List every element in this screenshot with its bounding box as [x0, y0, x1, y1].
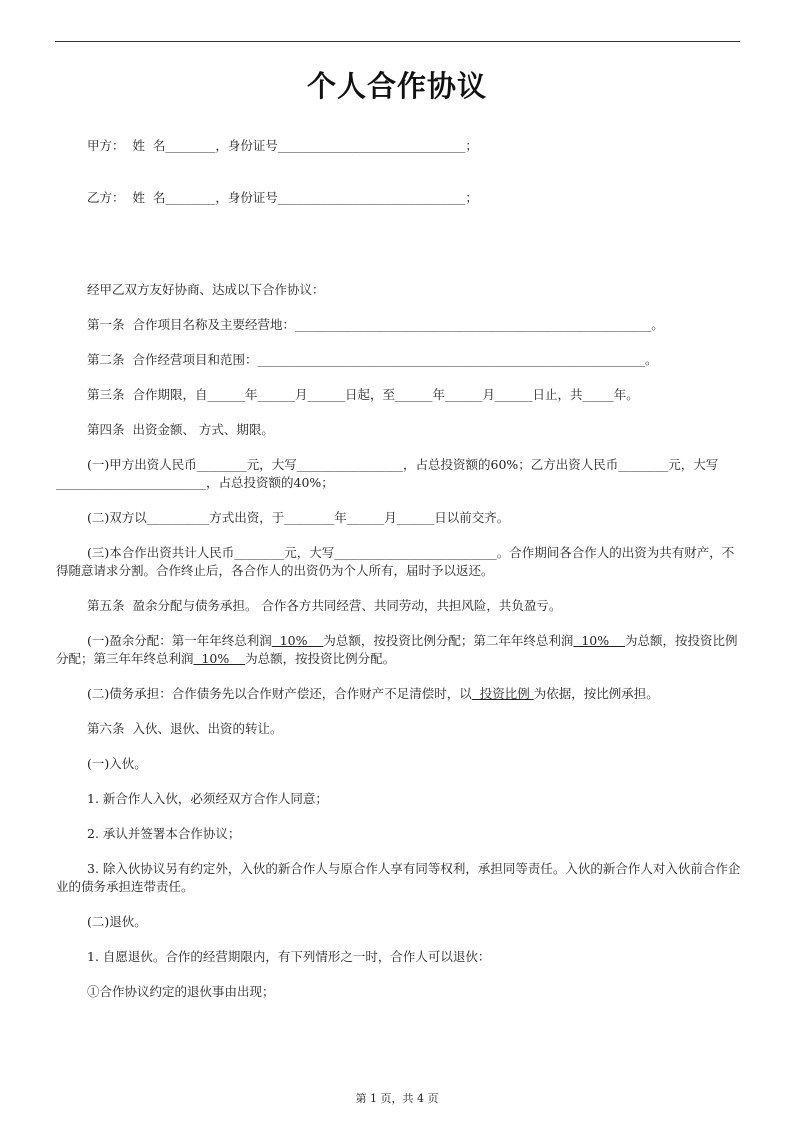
paragraph-text: (一)入伙。: [87, 756, 147, 771]
paragraph: [56, 316, 742, 334]
paragraph: [56, 351, 742, 369]
paragraph-text: 第五条 盈余分配与债务承担。 合作各方共同经营、共同劳动，共担风险，共负盈亏。: [87, 598, 562, 613]
paragraph: [56, 685, 742, 703]
paragraph: [56, 825, 742, 843]
paragraph-text: 为总额，按投资比例分配；第三年年终总利润: [56, 633, 738, 666]
paragraph-text: 第四条 出资金额、 方式、期限。: [87, 422, 274, 437]
filled-blank: 10%: [271, 633, 324, 648]
header-rule: [55, 41, 740, 42]
paragraph: [56, 544, 742, 580]
filled-blank: 10%: [573, 633, 626, 648]
paragraph: [56, 948, 742, 966]
paragraph: [56, 913, 742, 931]
paragraph: [56, 983, 742, 1001]
paragraph-text: 第二条 合作经营项目和范围：______________________________________________________________。: [87, 352, 658, 367]
paragraph-text: (二)债务承担：合作债务先以合作财产偿还，合作财产不足清偿时，以: [87, 686, 472, 701]
paragraph-text: (一)甲方出资人民币________元，大写_________________，占总投资额的60%；乙方出资人民币________元，大写________________________，占总投资额的40%；: [56, 457, 719, 490]
paragraph: [56, 755, 742, 773]
paragraph: [56, 597, 742, 615]
paragraph: [56, 632, 742, 668]
paragraph-text: 第一条 合作项目名称及主要经营地：_________________________________________________________。: [87, 317, 664, 332]
paragraph-text: 乙方： 姓 名________，身份证号______________________________；: [87, 190, 478, 205]
page-footer: 第 1 页，共 4 页: [355, 1092, 439, 1105]
paragraph: [56, 509, 742, 527]
paragraph-text: 第六条 入伙、退伙、出资的转让。: [87, 721, 283, 736]
paragraph-text: (二)退伙。: [87, 914, 147, 929]
paragraph-text: 经甲乙双方友好协商、达成以下合作协议：: [87, 282, 325, 297]
paragraph: [56, 421, 742, 439]
filled-blank: 10%: [193, 651, 246, 666]
paragraph: [56, 137, 742, 155]
paragraph-text: 甲方： 姓 名________，身份证号______________________________；: [87, 138, 478, 153]
paragraph-text: 为总额，按投资比例分配；第二年年终总利润: [323, 633, 574, 648]
paragraph-text: 第三条 合作期限，自______年______月______日起，至______年______月______日止，共_____年。: [87, 387, 639, 402]
paragraph-text: (三)本合作出资共计人民币________元，大写__________________________。合作期间各合作人的出资为共有财产，不得随意请求分割。合作终止后，各合作人的出资仍为个人所有，届时予以返还。: [56, 545, 735, 578]
paragraph-text: 3. 除入伙协议另有约定外，入伙的新合作人与原合作人享有同等权利，承担同等责任。入伙的新合作人对入伙前合作企业的债务承担连带责任。: [56, 861, 741, 894]
paragraph-text: (二)双方以__________方式出资，于________年______月______日以前交齐。: [87, 510, 510, 525]
paragraph: [56, 790, 742, 808]
document-body: [56, 137, 742, 1018]
paragraph-text: ①合作协议约定的退伙事由出现；: [87, 984, 275, 999]
paragraph-text: 为依据，按比例承担。: [533, 686, 659, 701]
paragraph-text: 1. 自愿退伙。合作的经营期限内，有下列情形之一时，合作人可以退伙：: [87, 949, 491, 964]
paragraph: [56, 456, 742, 492]
paragraph: [56, 281, 742, 299]
document-title: 个人合作协议: [306, 69, 487, 103]
paragraph-text: 2. 承认并签署本合作协议；: [87, 826, 241, 841]
paragraph-text: 为总额，按投资比例分配。: [245, 651, 396, 666]
paragraph-text: (一)盈余分配：第一年年终总利润: [87, 633, 272, 648]
paragraph: [56, 189, 742, 207]
filled-blank: 投资比例: [471, 686, 534, 701]
paragraph: [56, 720, 742, 738]
paragraph-text: 1. 新合作人入伙，必须经双方合作人同意；: [87, 791, 328, 806]
paragraph: [56, 386, 742, 404]
paragraph: [56, 860, 742, 896]
